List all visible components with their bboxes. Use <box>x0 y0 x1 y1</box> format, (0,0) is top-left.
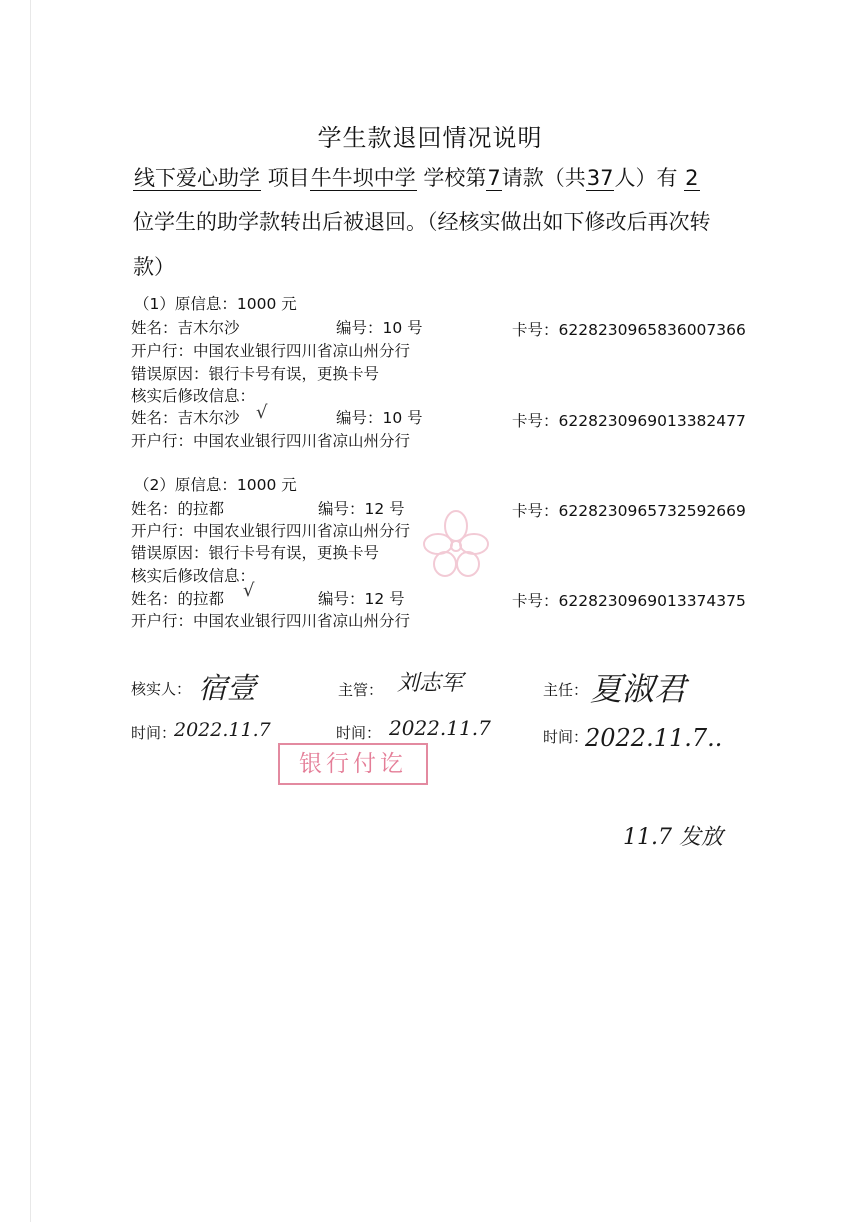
intro-line-3: 款） <box>133 255 175 279</box>
director-label: 主任： <box>543 681 589 699</box>
record-2-new-bank: 开户行：中国农业银行四川省凉山州分行 <box>131 612 411 630</box>
supervisor-signature: 刘志军 <box>397 671 464 696</box>
student-count: 37 <box>586 166 614 190</box>
school-suffix: 学校第 <box>423 166 487 190</box>
school-name: 牛牛坝中学 <box>310 166 416 190</box>
project-suffix: 项目 <box>267 166 310 190</box>
bank-paid-stamp: 银行付讫 <box>278 743 428 785</box>
check-mark-2: √ <box>243 580 255 601</box>
record-1-number: 编号：10 号 <box>336 319 423 337</box>
record-1-name: 姓名：吉木尔沙 <box>131 319 240 337</box>
record-1-new-bank: 开户行：中国农业银行四川省凉山州分行 <box>131 432 411 450</box>
time-label-1: 时间： <box>131 724 177 742</box>
record-1-new-card: 卡号：6228230969013382477 <box>512 412 746 430</box>
intro-line-1 <box>133 166 733 191</box>
flower-watermark-icon <box>423 508 489 580</box>
date-3-handwritten: 2022.11.7.. <box>585 724 723 752</box>
project-name: 线下爱心助学 <box>134 166 260 190</box>
verifier-label: 核实人： <box>131 680 192 698</box>
batch-number: 7 <box>487 166 501 190</box>
count-suffix: 人）有 <box>614 166 678 190</box>
record-2-error: 错误原因：银行卡号有误，更换卡号 <box>131 544 380 562</box>
record-1-card: 卡号：6228230965836007366 <box>512 321 746 339</box>
intro-line-2: 位学生的助学款转出后被退回。（经核实做出如下修改后再次转 <box>133 210 711 234</box>
supervisor-label: 主管： <box>338 681 384 699</box>
record-2-new-number: 编号：12 号 <box>318 590 405 608</box>
record-2-new-card: 卡号：6228230969013374375 <box>512 592 746 610</box>
record-1-bank: 开户行：中国农业银行四川省凉山州分行 <box>131 342 411 360</box>
scan-edge <box>30 0 31 1222</box>
record-2-new-name: 姓名：的拉都 <box>131 590 225 608</box>
check-mark-1: √ <box>256 402 268 423</box>
record-2-card: 卡号：6228230965732592669 <box>512 502 746 520</box>
director-signature: 夏淑君 <box>590 670 687 708</box>
date-2-handwritten: 2022.11.7 <box>389 716 491 740</box>
record-1-verified-label: 核实后修改信息： <box>131 387 256 405</box>
record-2-header: （2）原信息：1000 元 <box>134 476 297 494</box>
page-title: 学生款退回情况说明 <box>317 124 543 152</box>
returned-count: 2 <box>685 166 699 190</box>
date-1-handwritten: 2022.11.7 <box>174 719 271 741</box>
verifier-signature: 宿壹 <box>198 671 257 705</box>
record-1-error: 错误原因：银行卡号有误，更换卡号 <box>131 365 380 383</box>
time-label-3: 时间： <box>543 728 589 746</box>
record-1-new-number: 编号：10 号 <box>336 409 423 427</box>
record-1-new-name: 姓名：吉木尔沙 <box>131 409 240 427</box>
batch-suffix: 请款（共 <box>501 166 586 190</box>
record-2-number: 编号：12 号 <box>318 500 405 518</box>
footer-handwritten-note: 11.7 发放 <box>623 825 723 850</box>
record-2-verified-label: 核实后修改信息： <box>131 567 256 585</box>
record-2-name: 姓名：的拉都 <box>131 500 225 518</box>
record-2-bank: 开户行：中国农业银行四川省凉山州分行 <box>131 522 411 540</box>
record-1-header: （1）原信息：1000 元 <box>134 295 297 313</box>
time-label-2: 时间： <box>336 724 382 742</box>
